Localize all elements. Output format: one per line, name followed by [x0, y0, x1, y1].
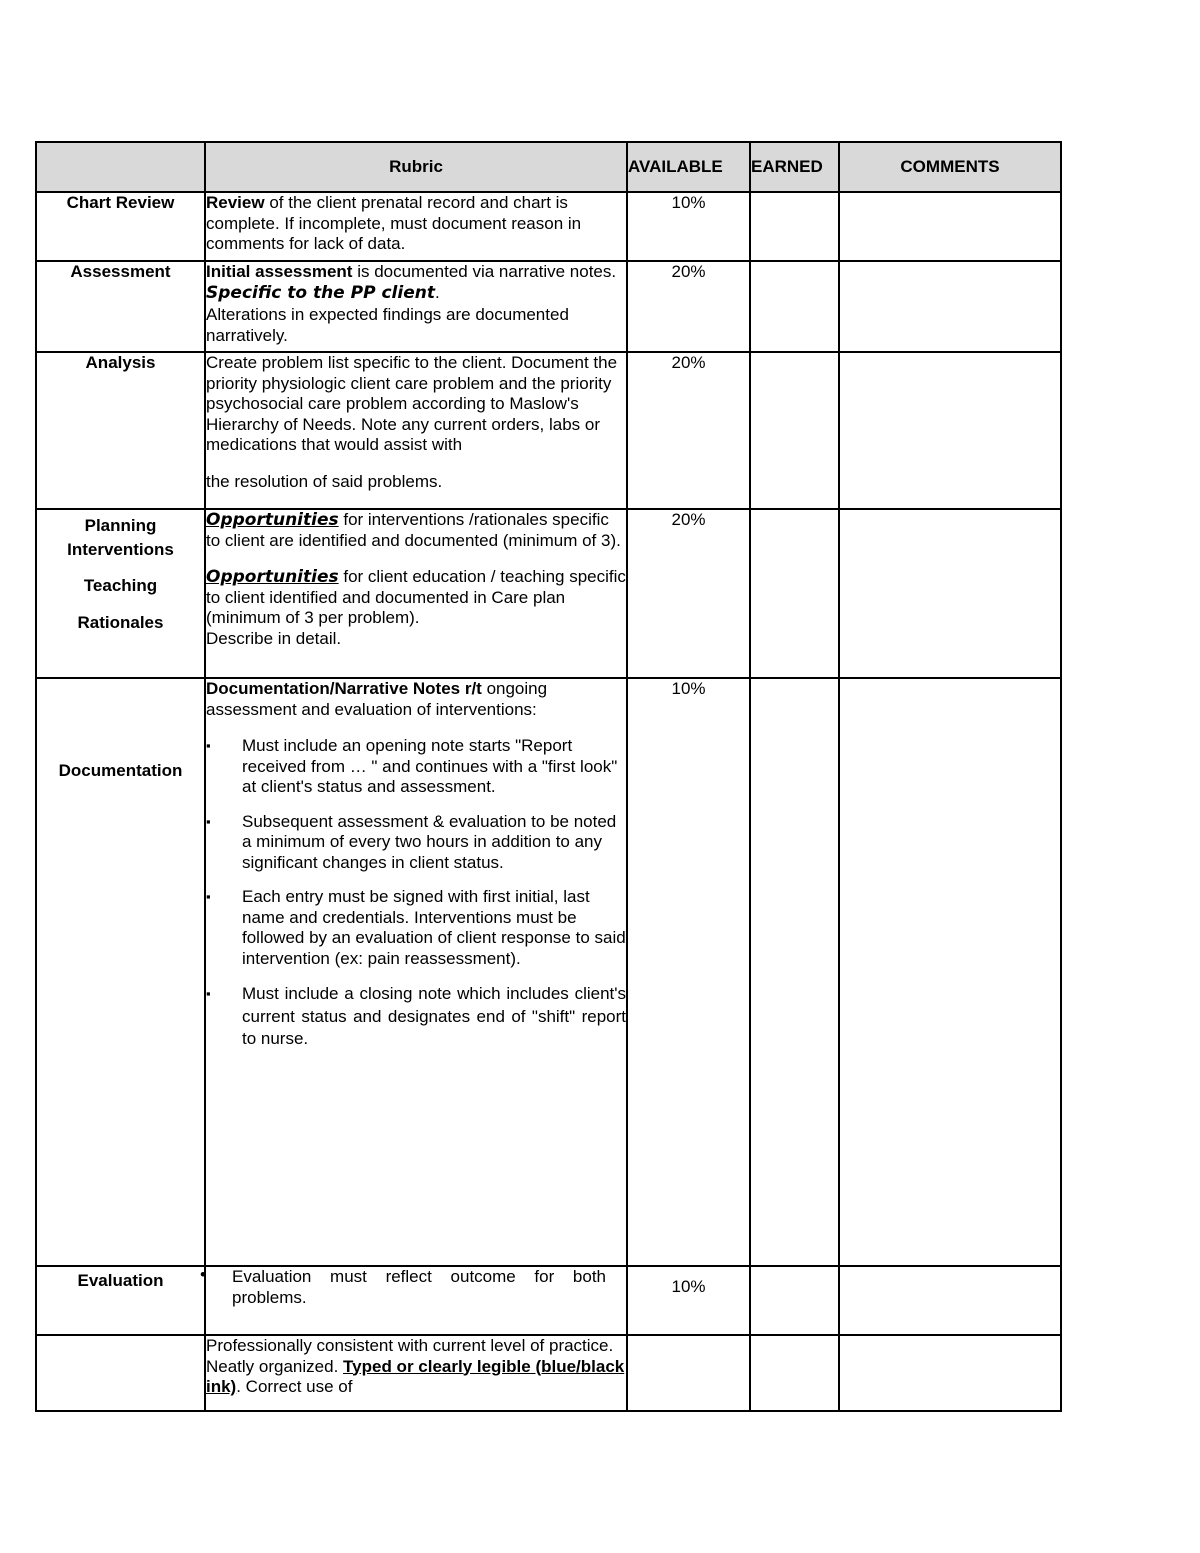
criteria-bullet-list	[206, 736, 626, 1051]
header-available: AVAILABLE	[627, 142, 750, 192]
available-cell: 10%	[627, 1266, 750, 1335]
category-cell: Analysis	[36, 352, 205, 509]
criteria-cell	[205, 509, 627, 678]
earned-cell[interactable]	[750, 1266, 839, 1335]
criteria-text: for client education / teaching specific to client identified and documented in Care plan (minimum of 3 per problem).	[206, 567, 626, 627]
table-row-analysis	[36, 352, 1061, 509]
criteria-line2: Alterations in expected findings are documented narratively.	[206, 305, 569, 345]
table-row-chart-review	[36, 192, 1061, 261]
header-category	[36, 142, 205, 192]
available-cell	[627, 1335, 750, 1411]
earned-cell[interactable]	[750, 509, 839, 678]
header-row	[36, 142, 1061, 192]
category-cell: Evaluation	[36, 1266, 205, 1335]
comments-cell[interactable]	[839, 509, 1061, 678]
criteria-lead: Opportunities	[206, 510, 339, 530]
comments-cell[interactable]	[839, 192, 1061, 261]
criteria-cell	[205, 1266, 627, 1335]
criteria-bullet: • Evaluation must reflect outcome for both problems.	[206, 1267, 626, 1308]
category-cell: Chart Review	[36, 192, 205, 261]
table-row-planning	[36, 509, 1061, 678]
criteria-underline: Typed or clearly legible (blue/black ink)	[206, 1356, 625, 1396]
category-line-interventions: Interventions	[67, 539, 174, 559]
available-cell: 10%	[627, 192, 750, 261]
criteria-text: Create problem list specific to the client. Document the priority physiologic client care problem and the priority psychosocial care problem according to Maslow's Hierarchy of Needs. Note any current orders, labs or medications that would assist with	[206, 353, 618, 454]
earned-cell[interactable]	[750, 261, 839, 352]
criteria-lead: Initial assessment	[206, 262, 353, 281]
available-cell: 20%	[627, 352, 750, 509]
comments-cell[interactable]	[839, 678, 1061, 1266]
table-row-assessment	[36, 261, 1061, 352]
criteria-cell	[205, 352, 627, 509]
list-item: ▪ Must include an opening note starts "Report received from … " and continues with a "first look" at client's status and assessment.	[206, 736, 626, 798]
criteria-cell	[205, 678, 627, 1266]
rubric-table	[35, 141, 1062, 1412]
earned-cell[interactable]	[750, 192, 839, 261]
available-cell: 20%	[627, 509, 750, 678]
criteria-text: ongoing assessment and evaluation of interventions:	[206, 679, 548, 719]
criteria-cell	[205, 1335, 627, 1411]
criteria-lead: Opportunities	[206, 567, 339, 587]
category-line-planning: Planning	[84, 516, 157, 535]
table-row-documentation	[36, 678, 1061, 1266]
criteria-line2: the resolution of said problems.	[206, 471, 443, 491]
list-item: ▪ Subsequent assessment & evaluation to be noted a minimum of every two hours in addition to any significant changes in client status.	[206, 812, 626, 874]
category-cell	[36, 509, 205, 678]
category-cell: Documentation	[36, 678, 205, 1266]
earned-cell[interactable]	[750, 678, 839, 1266]
earned-cell[interactable]	[750, 352, 839, 509]
list-item: ▪ Each entry must be signed with first initial, last name and credentials. Interventions must be followed by an evaluation of client response to said intervention (ex: pain reassessment).	[206, 887, 626, 969]
criteria-line2: Describe in detail.	[206, 628, 342, 648]
criteria-cell	[205, 261, 627, 352]
criteria-text: Professionally consistent with current level of practice. Neatly organized.	[206, 1336, 614, 1376]
available-cell: 20%	[627, 261, 750, 352]
criteria-lead: Review	[206, 193, 265, 212]
comments-cell[interactable]	[839, 352, 1061, 509]
category-cell: Assessment	[36, 261, 205, 352]
available-cell: 10%	[627, 678, 750, 1266]
earned-cell[interactable]	[750, 1335, 839, 1411]
category-line-teaching: Teaching	[83, 576, 158, 595]
criteria-cell	[205, 192, 627, 261]
comments-cell[interactable]	[839, 1266, 1061, 1335]
criteria-text: of the client prenatal record and chart is complete. If incomplete, must document reason in comments for lack of data.	[206, 193, 582, 253]
criteria-tail: .	[434, 282, 440, 302]
criteria-text: is documented via narrative notes.	[352, 262, 617, 281]
header-earned: EARNED	[750, 142, 839, 192]
header-comments: COMMENTS	[839, 142, 1061, 192]
comments-cell[interactable]	[839, 1335, 1061, 1411]
criteria-tail: . Correct use of	[236, 1377, 353, 1396]
list-item: ▪ Must include a closing note which includes client's current status and designates end of "shift" report to nurse.	[206, 983, 626, 1051]
criteria-text: for interventions /rationales specific to client are identified and documented (minimum of 3).	[206, 510, 621, 550]
category-line-rationales: Rationales	[77, 612, 164, 632]
criteria-lead: Documentation/Narrative Notes r/t	[206, 679, 482, 698]
table-row-professionalism	[36, 1335, 1061, 1411]
table-row-evaluation	[36, 1266, 1061, 1335]
comments-cell[interactable]	[839, 261, 1061, 352]
header-rubric: Rubric	[205, 142, 627, 192]
category-cell	[36, 1335, 205, 1411]
criteria-emphasis: Specific to the PP client	[206, 282, 435, 303]
